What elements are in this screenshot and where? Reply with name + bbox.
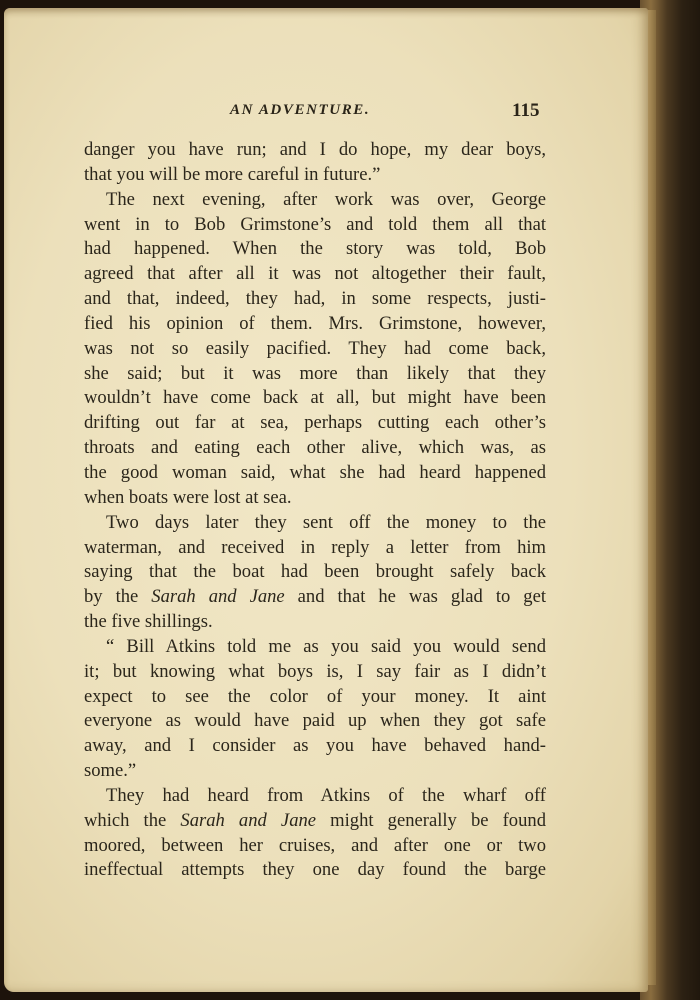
text-line: agreed that after all it was not altogether their fault,: [84, 263, 546, 285]
page-number: 115: [512, 100, 540, 121]
text-segment: and that he was glad to get: [284, 586, 546, 608]
text-line: went in to Bob Grimstone’s and told them all that: [84, 213, 546, 235]
text-line: expect to see the color of your money. It aint: [84, 685, 546, 707]
text-segment: might generally be found: [316, 809, 546, 831]
text-line: “ Bill Atkins told me as you said you would send: [106, 635, 546, 657]
text-line: it; but knowing what boys is, I say fair as I didn’t: [84, 660, 546, 682]
text-line: Two days later they sent off the money to the: [106, 511, 546, 533]
text-line: some.”: [84, 760, 137, 782]
text-line: and that, indeed, they had, in some respects, justi-: [84, 288, 546, 310]
text-line: everyone as would have paid up when they got safe: [84, 710, 546, 732]
text-line: the five shillings.: [84, 611, 213, 633]
vessel-name: Sarah and Jane: [151, 586, 285, 608]
text-line: fied his opinion of them. Mrs. Grimstone, however,: [84, 312, 546, 334]
text-line: the good woman said, what she had heard happened: [84, 461, 546, 483]
book-page: [4, 8, 648, 992]
text-line: waterman, and received in reply a letter from him: [84, 536, 546, 558]
text-line: saying that the boat had been brought safely back: [84, 561, 546, 583]
text-line: that you will be more careful in future.”: [84, 163, 381, 185]
running-head: AN ADVENTURE.: [230, 102, 371, 118]
text-line: away, and I consider as you have behaved hand-: [84, 735, 546, 757]
text-line: when boats were lost at sea.: [84, 486, 292, 508]
text-line: moored, between her cruises, and after one or two: [84, 834, 546, 856]
text-line: The next evening, after work was over, George: [106, 188, 546, 210]
text-line: [84, 585, 546, 610]
text-segment: which the: [84, 809, 181, 831]
text-line: ineffectual attempts they one day found the barge: [84, 859, 546, 881]
text-line: she said; but it was more than likely that they: [84, 362, 546, 384]
text-line: drifting out far at sea, perhaps cutting each other’s: [84, 412, 546, 434]
page-header: [4, 100, 648, 124]
page-edges: [648, 10, 656, 985]
text-line: had happened. When the story was told, Bob: [84, 238, 546, 260]
text-line: [84, 809, 546, 834]
body-text: [84, 138, 546, 883]
vessel-name: Sarah and Jane: [180, 809, 317, 831]
text-segment: by the: [84, 586, 152, 608]
text-line: danger you have run; and I do hope, my dear boys,: [84, 139, 546, 160]
text-line: throats and eating each other alive, which was, as: [84, 437, 546, 459]
text-line: wouldn’t have come back at all, but might have been: [84, 387, 546, 409]
text-line: They had heard from Atkins of the wharf off: [106, 784, 546, 806]
text-line: was not so easily pacified. They had come back,: [84, 337, 546, 359]
